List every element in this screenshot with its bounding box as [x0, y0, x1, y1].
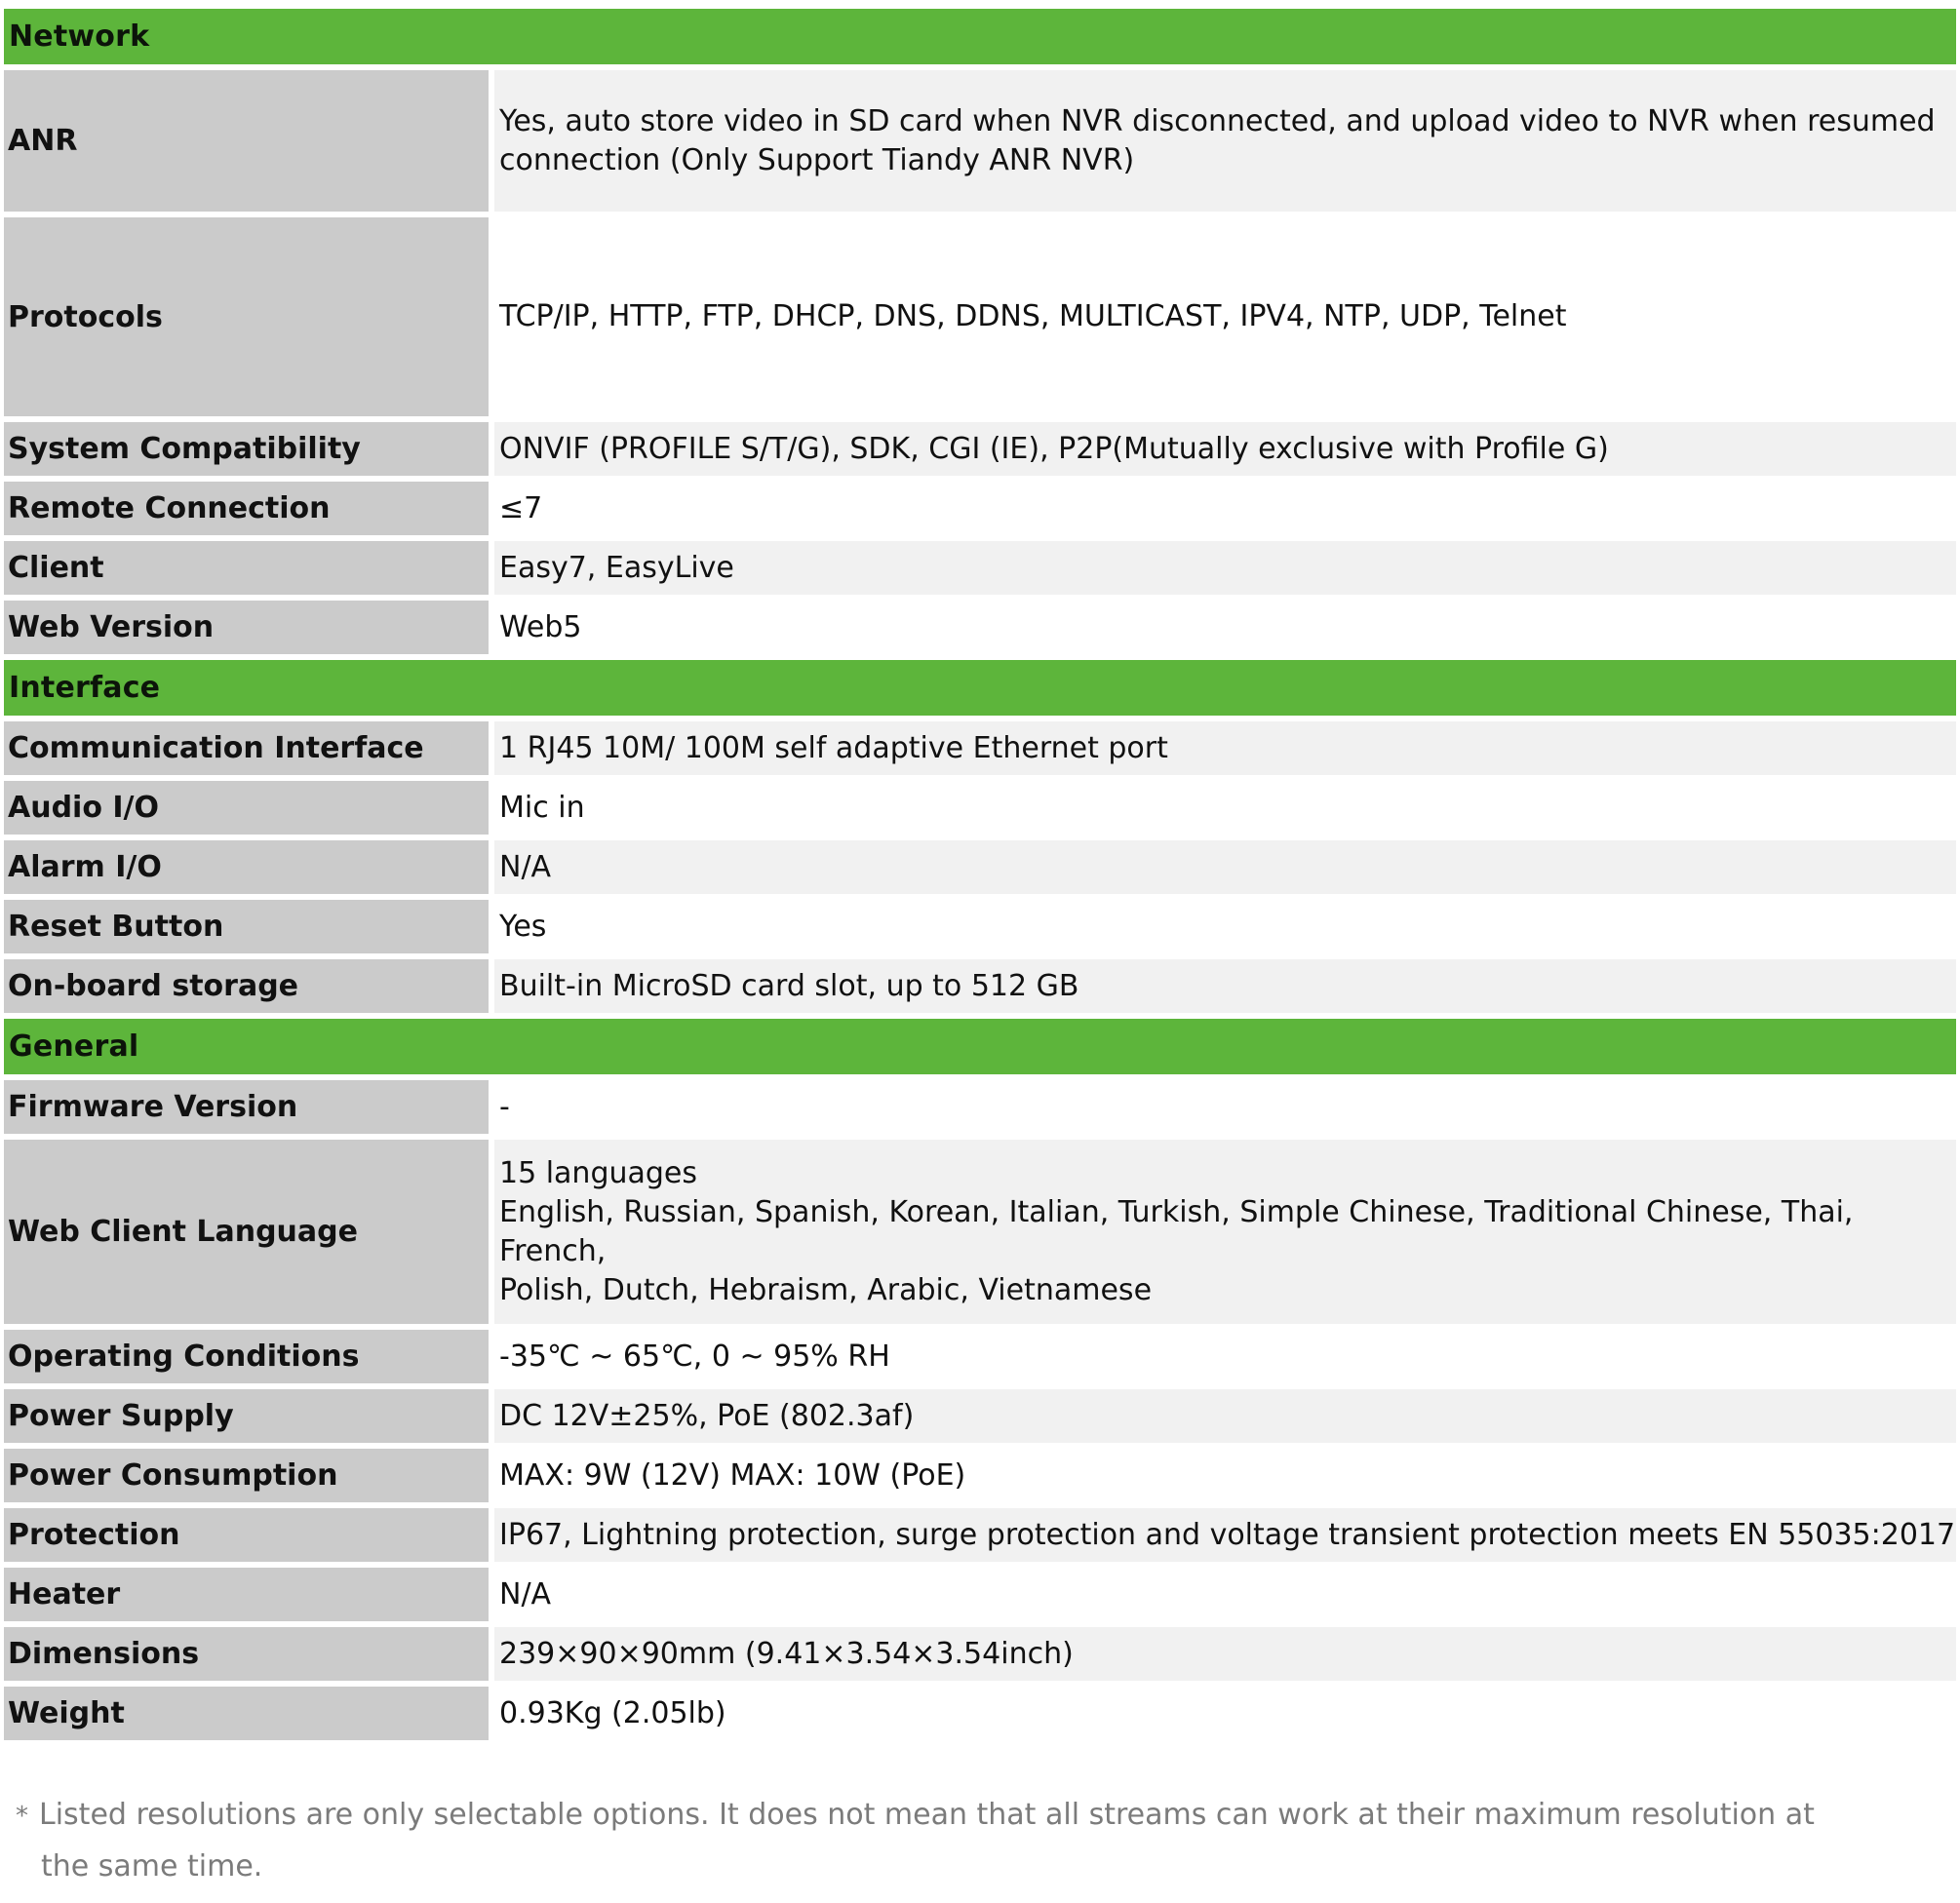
spec-value: DC 12V±25%, PoE (802.3af): [494, 1389, 1956, 1443]
section-title: General: [4, 1019, 1956, 1074]
spec-label: Alarm I/O: [4, 840, 489, 894]
spec-row-alarm-io: [4, 840, 1956, 894]
spec-label: Reset Button: [4, 900, 489, 953]
spec-table: [4, 3, 1956, 1746]
spec-label: Protocols: [4, 217, 489, 416]
spec-label: Protection: [4, 1508, 489, 1562]
spec-row-operating-conditions: [4, 1330, 1956, 1383]
spec-value: ONVIF (PROFILE S/T/G), SDK, CGI (IE), P2P(Mutually exclusive with Profile G): [494, 422, 1956, 476]
spec-label: Power Consumption: [4, 1449, 489, 1502]
spec-row-heater: [4, 1568, 1956, 1621]
spec-label: Weight: [4, 1687, 489, 1740]
footnote-text-line-1: Listed resolutions are only selectable options. It does not mean that all streams can work at their maximum resolution at: [39, 1798, 1815, 1832]
spec-value: -: [494, 1080, 1956, 1134]
spec-row-communication-interface: [4, 721, 1956, 775]
spec-value: IP67, Lightning protection, surge protection and voltage transient protection meets EN 55035:2017: [494, 1508, 1956, 1562]
spec-row-onboard-storage: [4, 959, 1956, 1013]
footnote-text-line-2: the same time.: [41, 1849, 263, 1884]
spec-label: Operating Conditions: [4, 1330, 489, 1383]
spec-row-protection: [4, 1508, 1956, 1562]
section-title: Interface: [4, 660, 1956, 716]
spec-value: N/A: [494, 840, 1956, 894]
spec-row-client: [4, 541, 1956, 595]
spec-value: TCP/IP, HTTP, FTP, DHCP, DNS, DDNS, MULTICAST, IPV4, NTP, UDP, Telnet: [494, 217, 1956, 416]
spec-label: System Compatibility: [4, 422, 489, 476]
spec-value: 15 languages English, Russian, Spanish, Korean, Italian, Turkish, Simple Chinese, Traditional Chinese, Thai, French, Polish, Dutch, Hebraism, Arabic, Vietnamese: [494, 1140, 1956, 1324]
spec-label: Remote Connection: [4, 482, 489, 535]
spec-label: ANR: [4, 70, 489, 212]
spec-row-web-version: [4, 601, 1956, 654]
spec-label: Firmware Version: [4, 1080, 489, 1134]
spec-row-power-consumption: [4, 1449, 1956, 1502]
spec-row-audio-io: [4, 781, 1956, 835]
spec-value: Easy7, EasyLive: [494, 541, 1956, 595]
spec-value: 0.93Kg (2.05lb): [494, 1687, 1956, 1740]
spec-row-protocols: [4, 217, 1956, 416]
spec-label: Heater: [4, 1568, 489, 1621]
spec-label: Communication Interface: [4, 721, 489, 775]
spec-row-weight: [4, 1687, 1956, 1740]
footnote-marker: *: [16, 1802, 28, 1831]
spec-value: Yes: [494, 900, 1956, 953]
section-title: Network: [4, 9, 1956, 64]
spec-label: Client: [4, 541, 489, 595]
spec-label: Web Client Language: [4, 1140, 489, 1324]
spec-row-reset-button: [4, 900, 1956, 953]
spec-value: MAX: 9W (12V) MAX: 10W (PoE): [494, 1449, 1956, 1502]
spec-row-firmware-version: [4, 1080, 1956, 1134]
section-header-general: [4, 1019, 1956, 1074]
spec-row-anr: [4, 70, 1956, 212]
spec-label: Web Version: [4, 601, 489, 654]
footnote: [16, 1790, 1927, 1892]
spec-label: Dimensions: [4, 1627, 489, 1681]
section-header-interface: [4, 660, 1956, 716]
spec-row-system-compatibility: [4, 422, 1956, 476]
spec-value: N/A: [494, 1568, 1956, 1621]
spec-label: Power Supply: [4, 1389, 489, 1443]
spec-value: -35℃ ~ 65℃, 0 ~ 95% RH: [494, 1330, 1956, 1383]
spec-label: On-board storage: [4, 959, 489, 1013]
spec-label: Audio I/O: [4, 781, 489, 835]
section-header-network: [4, 9, 1956, 64]
spec-row-web-client-language: [4, 1140, 1956, 1324]
spec-row-remote-connection: [4, 482, 1956, 535]
spec-value: 1 RJ45 10M/ 100M self adaptive Ethernet port: [494, 721, 1956, 775]
spec-row-dimensions: [4, 1627, 1956, 1681]
spec-row-power-supply: [4, 1389, 1956, 1443]
spec-value: Mic in: [494, 781, 1956, 835]
spec-value: ≤7: [494, 482, 1956, 535]
spec-value: 239×90×90mm (9.41×3.54×3.54inch): [494, 1627, 1956, 1681]
spec-value: Web5: [494, 601, 1956, 654]
spec-value: Built-in MicroSD card slot, up to 512 GB: [494, 959, 1956, 1013]
spec-value: Yes, auto store video in SD card when NVR disconnected, and upload video to NVR when resumed connection (Only Support Tiandy ANR NVR): [494, 70, 1956, 212]
